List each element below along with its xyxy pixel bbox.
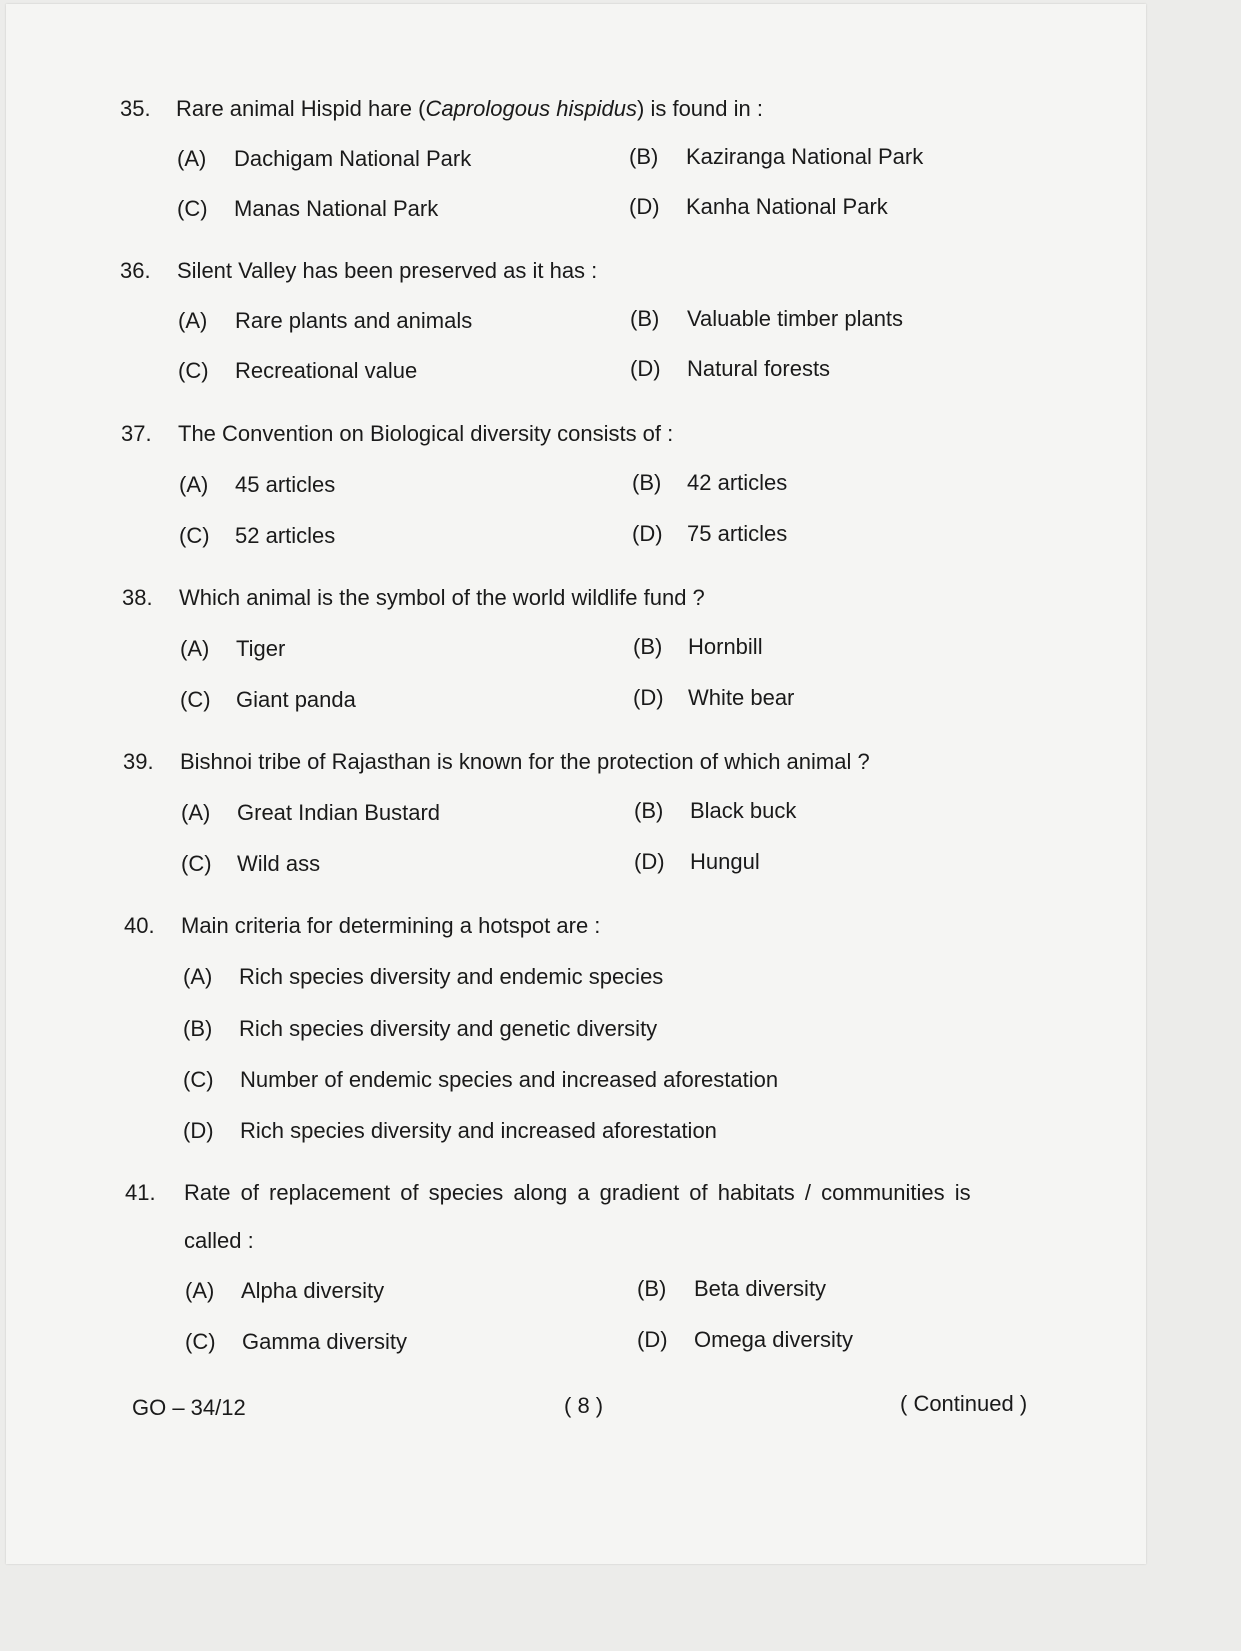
option-c bbox=[181, 847, 321, 881]
option-text: Hornbill bbox=[688, 634, 763, 659]
question-text: Silent Valley has been preserved as it has : bbox=[177, 258, 598, 283]
option-text: Dachigam National Park bbox=[234, 146, 472, 171]
option-a bbox=[180, 632, 286, 666]
option-label: (B) bbox=[632, 470, 662, 495]
option-label: (B) bbox=[183, 1016, 213, 1041]
option-d bbox=[632, 517, 788, 551]
option-c bbox=[185, 1325, 408, 1359]
option-text: 42 articles bbox=[687, 470, 788, 495]
option-text: Rich species diversity and increased aforestation bbox=[240, 1118, 717, 1143]
option-a bbox=[178, 304, 473, 338]
question-number: 37. bbox=[121, 421, 152, 446]
option-d bbox=[634, 845, 760, 879]
option-c bbox=[180, 683, 356, 717]
question-text-line2: called : bbox=[184, 1228, 254, 1253]
option-label: (C) bbox=[177, 196, 208, 221]
option-label: (D) bbox=[637, 1327, 668, 1352]
option-text: 75 articles bbox=[687, 521, 788, 546]
question-number: 35. bbox=[120, 96, 151, 121]
question-number: 41. bbox=[125, 1180, 156, 1205]
option-c bbox=[183, 1063, 779, 1097]
option-text: Beta diversity bbox=[694, 1276, 827, 1301]
option-label: (A) bbox=[181, 800, 211, 825]
option-d bbox=[629, 190, 888, 224]
option-text: Gamma diversity bbox=[242, 1329, 408, 1354]
option-text: Recreational value bbox=[235, 358, 418, 383]
option-text: Rich species diversity and genetic diversity bbox=[239, 1016, 658, 1041]
option-label: (A) bbox=[177, 146, 207, 171]
option-label: (C) bbox=[183, 1067, 214, 1092]
option-label: (C) bbox=[178, 358, 209, 383]
option-b bbox=[634, 794, 797, 828]
option-label: (B) bbox=[629, 144, 659, 169]
question-number: 38. bbox=[122, 585, 153, 610]
option-text: Tiger bbox=[236, 636, 286, 661]
question-number: 39. bbox=[123, 749, 154, 774]
option-text: Natural forests bbox=[687, 356, 831, 381]
option-a bbox=[185, 1274, 385, 1308]
option-label: (C) bbox=[180, 687, 211, 712]
species-name: Caprologous hispidus bbox=[425, 96, 638, 121]
continued-label: ( Continued ) bbox=[900, 1391, 1028, 1416]
question-text bbox=[176, 92, 763, 126]
question-number: 36. bbox=[120, 258, 151, 283]
question-text-end: ) is found in : bbox=[637, 96, 763, 121]
option-text: Omega diversity bbox=[694, 1327, 853, 1352]
option-d bbox=[637, 1323, 853, 1357]
option-c bbox=[179, 519, 336, 553]
option-label: (D) bbox=[632, 521, 663, 546]
option-text: Wild ass bbox=[237, 851, 321, 876]
question-number: 40. bbox=[124, 913, 155, 938]
option-label: (D) bbox=[633, 685, 664, 710]
option-c bbox=[178, 354, 418, 388]
option-label: (B) bbox=[633, 634, 663, 659]
question-text: The Convention on Biological diversity consists of : bbox=[178, 421, 674, 446]
option-text: White bear bbox=[688, 685, 795, 710]
option-text: Kanha National Park bbox=[686, 194, 888, 219]
option-text: Black buck bbox=[690, 798, 797, 823]
option-d bbox=[183, 1114, 717, 1148]
option-label: (C) bbox=[185, 1329, 216, 1354]
option-text: Manas National Park bbox=[234, 196, 439, 221]
page-number: ( 8 ) bbox=[564, 1393, 604, 1418]
option-text: Rich species diversity and endemic species bbox=[239, 964, 664, 989]
option-text: Hungul bbox=[690, 849, 760, 874]
option-d bbox=[630, 352, 831, 386]
question-text: Main criteria for determining a hotspot are : bbox=[181, 913, 601, 938]
option-text: Alpha diversity bbox=[241, 1278, 385, 1303]
option-a bbox=[181, 796, 441, 830]
option-c bbox=[177, 192, 439, 226]
option-b bbox=[633, 630, 763, 664]
option-text: Rare plants and animals bbox=[235, 308, 473, 333]
option-label: (B) bbox=[637, 1276, 667, 1301]
option-label: (C) bbox=[179, 523, 210, 548]
exam-page bbox=[6, 4, 1146, 1564]
option-text: 52 articles bbox=[235, 523, 336, 548]
option-label: (B) bbox=[634, 798, 664, 823]
option-text: Great Indian Bustard bbox=[237, 800, 441, 825]
option-label: (D) bbox=[630, 356, 661, 381]
question-text-line1: Rate of replacement of species along a gradient of habitats / communities is bbox=[184, 1180, 971, 1205]
option-b bbox=[183, 1012, 658, 1046]
question-text-start: Rare animal Hispid hare ( bbox=[176, 96, 426, 121]
option-label: (D) bbox=[183, 1118, 214, 1143]
option-label: (D) bbox=[629, 194, 660, 219]
option-a bbox=[179, 468, 336, 502]
option-label: (A) bbox=[180, 636, 210, 661]
option-label: (A) bbox=[178, 308, 208, 333]
option-label: (A) bbox=[179, 472, 209, 497]
option-d bbox=[633, 681, 795, 715]
option-label: (C) bbox=[181, 851, 212, 876]
option-text: Kaziranga National Park bbox=[686, 144, 924, 169]
option-text: Number of endemic species and increased aforestation bbox=[240, 1067, 779, 1092]
option-b bbox=[629, 140, 924, 174]
option-label: (A) bbox=[183, 964, 213, 989]
option-b bbox=[630, 302, 904, 336]
option-a bbox=[183, 960, 664, 994]
option-label: (D) bbox=[634, 849, 665, 874]
question-text: Bishnoi tribe of Rajasthan is known for the protection of which animal ? bbox=[180, 749, 870, 774]
option-label: (A) bbox=[185, 1278, 215, 1303]
option-text: 45 articles bbox=[235, 472, 336, 497]
option-a bbox=[177, 142, 472, 176]
question-text: Which animal is the symbol of the world wildlife fund ? bbox=[179, 585, 705, 610]
option-b bbox=[637, 1272, 827, 1306]
option-text: Giant panda bbox=[236, 687, 356, 712]
paper-code: GO – 34/12 bbox=[132, 1395, 246, 1420]
option-label: (B) bbox=[630, 306, 660, 331]
option-b bbox=[632, 466, 788, 500]
option-text: Valuable timber plants bbox=[687, 306, 904, 331]
